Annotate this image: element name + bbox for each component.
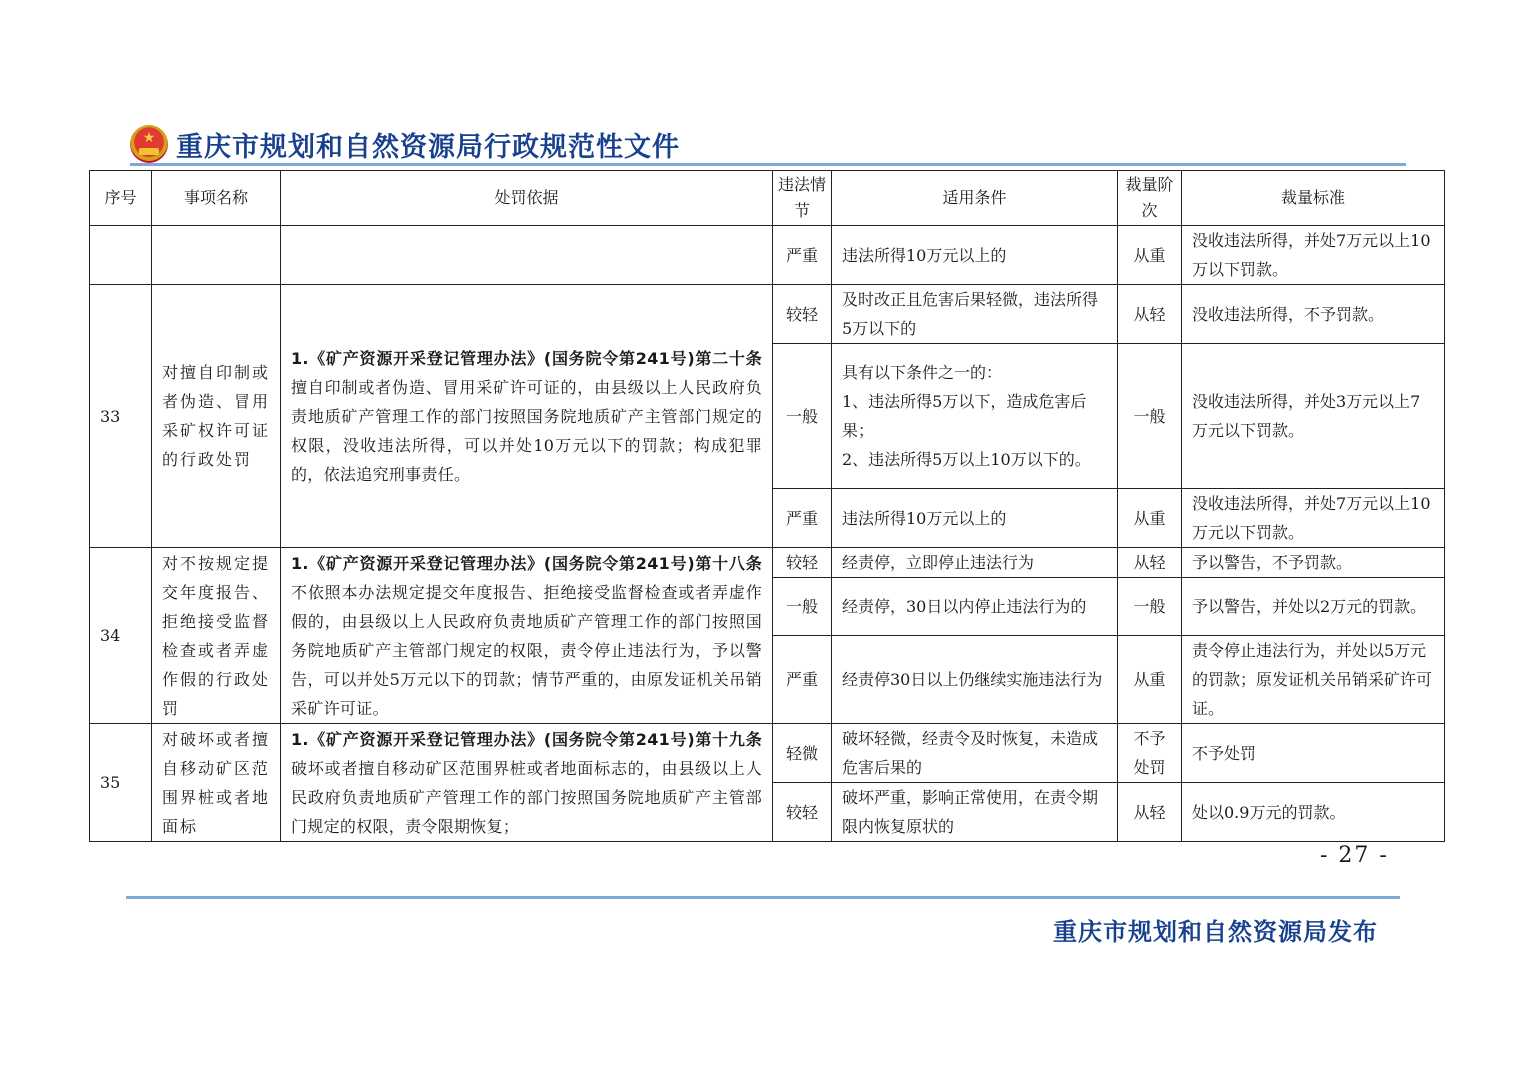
- column-header-basis: 处罚依据: [281, 171, 773, 226]
- cell-condition: 破坏轻微，经责令及时恢复，未造成危害后果的: [832, 724, 1118, 783]
- basis-text: 不依照本办法规定提交年度报告、拒绝接受监督检查或者弄虚作假的，由县级以上人民政府负责地质矿产管理工作的部门按照国务院地质矿产主管部门规定的权限，责令停止违法行为，予以警告，可以并处5万元以下的罚款；情节严重的，由原发证机关吊销采矿许可证。: [291, 582, 762, 718]
- cell-level: 一般: [1118, 578, 1182, 636]
- column-header-standard: 裁量标准: [1182, 171, 1445, 226]
- cell-no: 33: [90, 285, 152, 548]
- cell-no: 34: [90, 548, 152, 724]
- cell-level: 从轻: [1118, 783, 1182, 842]
- table-row: [90, 285, 1445, 344]
- cell-plot: 严重: [773, 226, 832, 285]
- basis-reference: 1.《矿产资源开采登记管理办法》(国务院令第241号)第二十条: [291, 348, 762, 368]
- column-header-level: 裁量阶次: [1118, 171, 1182, 226]
- cell-plot: 较轻: [773, 783, 832, 842]
- cell-level: 不予处罚: [1118, 724, 1182, 783]
- basis-text: 破坏或者擅自移动矿区范围界桩或者地面标志的，由县级以上人民政府负责地质矿产管理工作的部门按照国务院地质矿产主管部门规定的权限，责令限期恢复；: [291, 758, 762, 836]
- cell-item-name: [152, 226, 281, 285]
- document-title: 重庆市规划和自然资源局行政规范性文件: [176, 131, 680, 163]
- cell-standard: 没收违法所得，并处7万元以上10万以下罚款。: [1182, 226, 1445, 285]
- cell-standard: 没收违法所得，并处7万元以上10万元以下罚款。: [1182, 489, 1445, 548]
- cell-standard: 处以0.9万元的罚款。: [1182, 783, 1445, 842]
- column-header-item-name: 事项名称: [152, 171, 281, 226]
- cell-condition: 经责停，立即停止违法行为: [832, 548, 1118, 578]
- cell-plot: 较轻: [773, 548, 832, 578]
- column-header-plot: 违法情节: [773, 171, 832, 226]
- cell-basis: [281, 226, 773, 285]
- national-emblem-icon: [130, 125, 168, 163]
- cell-basis: [281, 724, 773, 842]
- cell-plot: 一般: [773, 578, 832, 636]
- column-header-condition: 适用条件: [832, 171, 1118, 226]
- cell-condition: [832, 344, 1118, 489]
- cell-plot: 严重: [773, 636, 832, 724]
- table-row: [90, 548, 1445, 578]
- cell-plot: 一般: [773, 344, 832, 489]
- cell-level: 从重: [1118, 489, 1182, 548]
- table-header-row: [90, 171, 1445, 226]
- cell-condition: 违法所得10万元以上的: [832, 489, 1118, 548]
- header-divider: [130, 163, 1406, 166]
- cell-standard: 责令停止违法行为，并处以5万元的罚款；原发证机关吊销采矿许可证。: [1182, 636, 1445, 724]
- cell-plot: 严重: [773, 489, 832, 548]
- publisher-footer: 重庆市规划和自然资源局发布: [1053, 918, 1378, 946]
- cell-standard: 不予处罚: [1182, 724, 1445, 783]
- column-header-no: 序号: [90, 171, 152, 226]
- table-row: [90, 226, 1445, 285]
- cell-standard: 没收违法所得，并处3万元以上7万元以下罚款。: [1182, 344, 1445, 489]
- cell-basis: [281, 285, 773, 548]
- condition-intro: 具有以下条件之一的：: [842, 363, 1003, 382]
- cell-condition: 经责停，30日以内停止违法行为的: [832, 578, 1118, 636]
- cell-standard: 没收违法所得，不予罚款。: [1182, 285, 1445, 344]
- cell-plot: 轻微: [773, 724, 832, 783]
- cell-condition: 经责停30日以上仍继续实施违法行为: [832, 636, 1118, 724]
- cell-level: 一般: [1118, 344, 1182, 489]
- cell-no: [90, 226, 152, 285]
- cell-level: 从重: [1118, 636, 1182, 724]
- footer-divider: [126, 896, 1400, 899]
- cell-item-name: 对擅自印制或者伪造、冒用采矿权许可证的行政处罚: [152, 285, 281, 548]
- penalty-discretion-table: [89, 170, 1445, 842]
- cell-item-name: 对破坏或者擅自移动矿区范围界桩或者地面标: [152, 724, 281, 842]
- basis-text: 擅自印制或者伪造、冒用采矿许可证的，由县级以上人民政府负责地质矿产管理工作的部门按照国务院地质矿产主管部门规定的权限，没收违法所得，可以并处10万元以下的罚款；构成犯罪的，依法追究刑事责任。: [291, 377, 762, 484]
- basis-reference: 1.《矿产资源开采登记管理办法》(国务院令第241号)第十八条: [291, 553, 762, 573]
- cell-condition: 违法所得10万元以上的: [832, 226, 1118, 285]
- condition-item: 2、违法所得5万以上10万以下的。: [842, 450, 1091, 469]
- cell-item-name: 对不按规定提交年度报告、拒绝接受监督检查或者弄虚作假的行政处罚: [152, 548, 281, 724]
- cell-basis: [281, 548, 773, 724]
- cell-level: 从轻: [1118, 285, 1182, 344]
- table-row: [90, 724, 1445, 783]
- cell-standard: 予以警告，不予罚款。: [1182, 548, 1445, 578]
- condition-item: 1、违法所得5万以下，造成危害后果；: [842, 392, 1087, 440]
- document-header: [130, 122, 680, 166]
- cell-standard: 予以警告，并处以2万元的罚款。: [1182, 578, 1445, 636]
- cell-condition: 破坏严重，影响正常使用，在责令期限内恢复原状的: [832, 783, 1118, 842]
- cell-plot: 较轻: [773, 285, 832, 344]
- cell-condition: 及时改正且危害后果轻微，违法所得5万以下的: [832, 285, 1118, 344]
- cell-level: 从轻: [1118, 548, 1182, 578]
- cell-level: 从重: [1118, 226, 1182, 285]
- page-number: - 27 -: [1320, 843, 1389, 868]
- cell-no: 35: [90, 724, 152, 842]
- basis-reference: 1.《矿产资源开采登记管理办法》(国务院令第241号)第十九条: [291, 729, 762, 749]
